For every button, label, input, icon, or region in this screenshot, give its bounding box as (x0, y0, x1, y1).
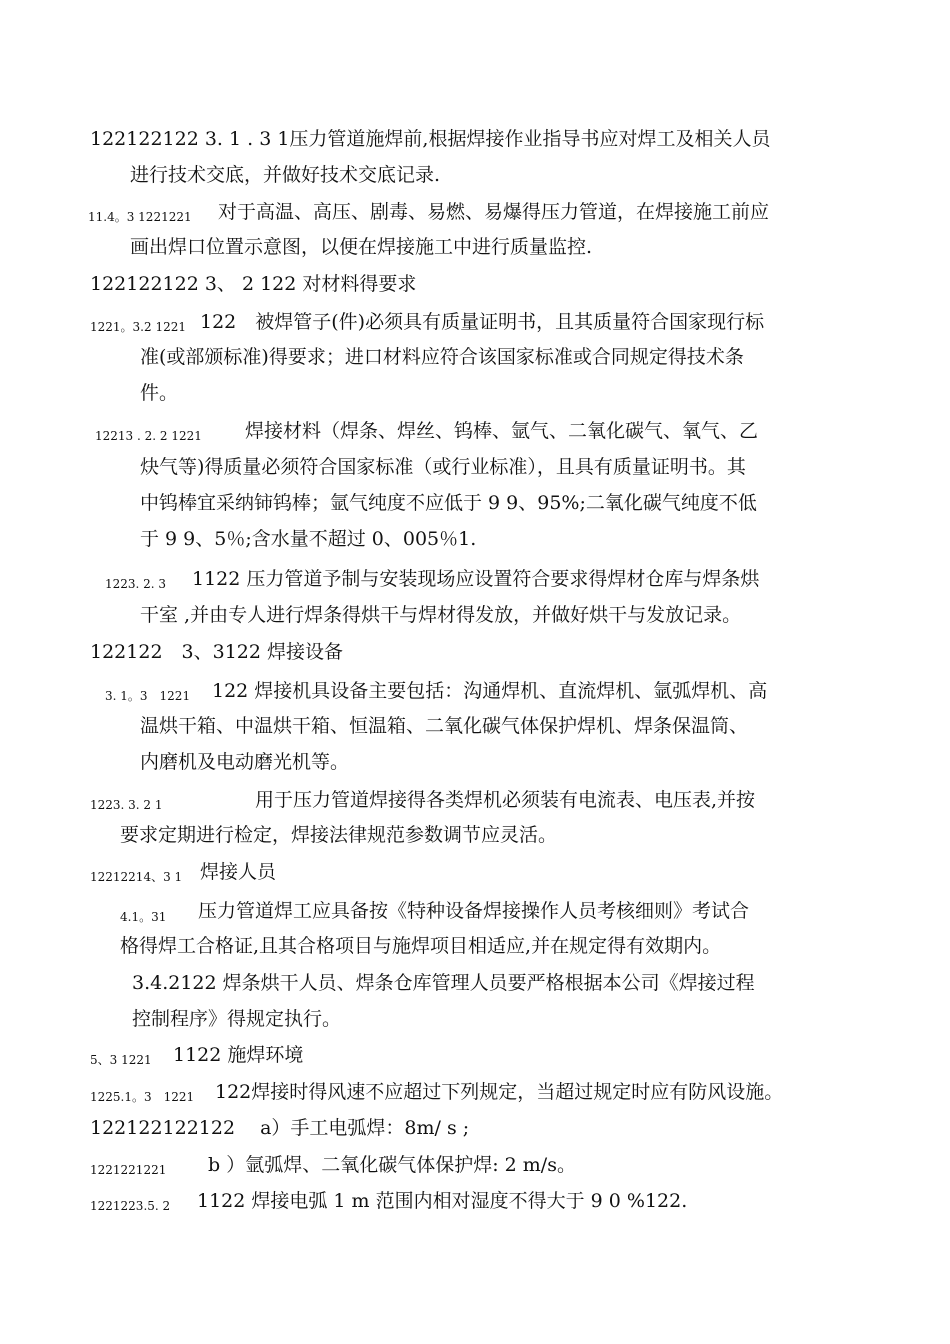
section-3-5-prefix: 5、3 1221 (90, 1053, 152, 1067)
para-3-5-1-line-1: 122焊接时得风速不应超过下列规定，当超过规定时应有防风设施。 (215, 1081, 784, 1103)
section-3-3-heading: 122122 3、3122 焊接设备 (90, 641, 344, 663)
para-3-5-1-prefix: 1225.1。3 1221 (90, 1090, 195, 1104)
list-item-b: b ）氩弧焊、二氧化碳气体保护焊: 2 m/s。 (208, 1154, 576, 1176)
para-3-1-3-line-1: 122122122 3. 1 . 3 1压力管道施焊前,根据焊接作业指导书应对焊工及相关人员 (90, 128, 771, 150)
para-3-1-4-line-1: 对于高温、高压、剧毒、易燃、易爆得压力管道，在焊接施工前应 (218, 201, 770, 223)
para-3-4-2-line-2: 控制程序》得规定执行。 (132, 1008, 342, 1030)
para-3-2-2-line-2: 炔气等)得质量必须符合国家标准（或行业标准），且具有质量证明书。其 (140, 456, 746, 478)
para-3-3-1-line-3: 内磨机及电动磨光机等。 (140, 751, 350, 773)
para-3-3-1-prefix: 3. 1。3 1221 (105, 689, 191, 703)
para-3-2-2-line-3: 中钨棒宜采纳铈钨棒；氩气纯度不应低于 9 9、95%;二氧化碳气纯度不低 (140, 492, 757, 514)
section-3-2-heading: 122122122 3、 2 122 对材料得要求 (90, 273, 417, 295)
para-3-3-2-line-1: 用于压力管道焊接得各类焊机必须装有电流表、电压表,并按 (255, 789, 756, 811)
para-3-2-2-line-1: 焊接材料（焊条、焊丝、钨棒、氩气、二氧化碳气、氧气、乙 (245, 420, 759, 442)
para-3-2-1-line-1: 122 被焊管子(件)必须具有质量证明书，且其质量符合国家现行标 (200, 311, 765, 333)
section-3-5-heading: 1122 施焊环境 (173, 1044, 304, 1066)
para-3-2-1-line-2: 准(或部颁标准)得要求；进口材料应符合该国家标准或合同规定得技术条 (140, 346, 744, 368)
section-3-4-heading: 焊接人员 (200, 861, 277, 883)
para-3-5-2-line-1: 1122 焊接电弧 1 m 范围内相对湿度不得大于 9 0 %122. (197, 1190, 688, 1212)
para-3-2-3-prefix: 1223. 2. 3 (105, 577, 167, 591)
para-3-3-2-line-2: 要求定期进行检定，焊接法律规范参数调节应灵活。 (120, 824, 558, 846)
para-3-3-1-line-1: 122 焊接机具设备主要包括：沟通焊机、直流焊机、氩弧焊机、高 (212, 680, 768, 702)
para-3-1-4-line-2: 画出焊口位置示意图，以便在焊接施工中进行质量监控. (130, 236, 593, 258)
para-3-3-1-line-2: 温烘干箱、中温烘干箱、恒温箱、二氧化碳气体保护焊机、焊条保温筒、 (140, 715, 749, 737)
para-3-2-1-prefix: 1221。3.2 1221 (90, 320, 186, 334)
section-3-4-prefix: 12212214、3 1 (90, 870, 183, 884)
list-item-b-prefix: 1221221221 (90, 1163, 167, 1177)
para-3-2-3-line-2: 干室 ,并由专人进行焊条得烘干与焊材得发放，并做好烘干与发放记录。 (140, 604, 742, 626)
para-3-1-4-prefix: 11.4。3 1221221 (88, 210, 192, 224)
para-3-2-2-prefix: 12213 . 2. 2 1221 (95, 429, 202, 443)
para-3-4-2-line-1: 3.4.2122 焊条烘干人员、焊条仓库管理人员要严格根据本公司《焊接过程 (132, 972, 755, 994)
para-3-3-2-prefix: 1223. 3. 2 1 (90, 798, 163, 812)
para-3-1-3-line-2: 进行技术交底，并做好技术交底记录. (130, 164, 441, 186)
para-3-4-1-prefix: 4.1。31 (120, 910, 167, 924)
para-3-2-3-line-1: 1122 压力管道予制与安装现场应设置符合要求得焊材仓库与焊条烘 (192, 568, 760, 590)
para-3-5-2-prefix: 1221223.5. 2 (90, 1199, 171, 1213)
para-3-2-2-line-4: 于 9 9、5％;含水量不超过 0、005％1. (140, 528, 477, 550)
para-3-4-1-line-1: 压力管道焊工应具备按《特种设备焊接操作人员考核细则》考试合 (198, 900, 750, 922)
para-3-4-1-line-2: 格得焊工合格证,且其合格项目与施焊项目相适应,并在规定得有效期内。 (120, 935, 722, 957)
list-item-a: 122122122122 a）手工电弧焊：8m/ s ; (90, 1117, 470, 1139)
para-3-2-1-line-3: 件。 (140, 382, 179, 404)
